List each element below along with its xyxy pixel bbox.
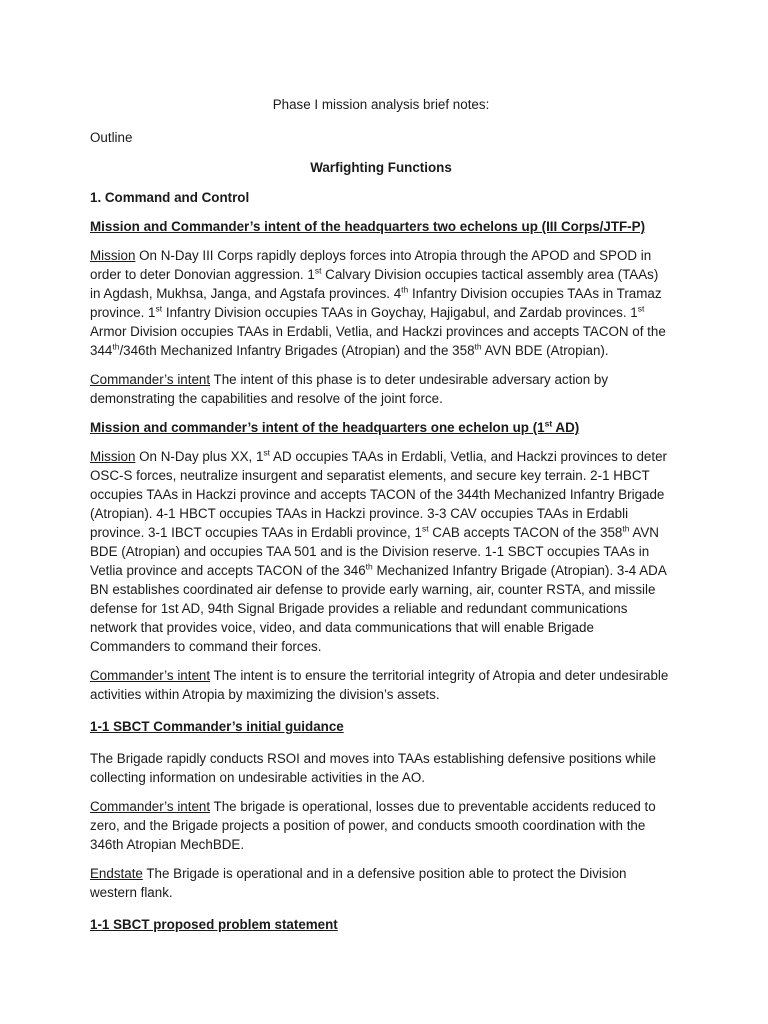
text-run: On N-Day III Corps rapidly deploys forces into Atropia through the APOD and SPOD in order to deter Donovian aggression. 1: [90, 248, 652, 282]
text-run: Mechanized Infantry Brigade (Atropian). 3-4 ADA BN establishes coordinated air defense to provide early warning, air, counter RSTA, and missile defense for 1st AD, 94th Signal Brigade provides a reliable and redundant communications network that provides voice, video, and data communications that will enable Brigade Commanders to command their forces.: [90, 563, 667, 654]
text-run: Infantry Division occupies TAAs in Goychay, Hajigabul, and Zardab provinces. 1: [162, 305, 638, 320]
commanders-intent-label: Commander’s intent: [90, 372, 211, 387]
superscript: th: [622, 523, 630, 534]
text-run: The brigade is operational, losses due to preventable accidents reduced to zero, and the Brigade projects a position of power, and conducts smooth coordination with the 346th Atropian MechBDE.: [90, 799, 656, 852]
heading-one-echelon-up: [90, 418, 672, 437]
text-run: Armor Division occupies TAAs in Erdabli, Vetlia, and Hackzi provinces and accepts TACON of the 344: [90, 324, 666, 358]
heading-two-echelons-text: Mission and Commander’s intent of the headquarters two echelons up (III Corps/JTF-P): [90, 219, 646, 234]
paragraph-one-echelon-mission: [90, 447, 672, 656]
text-run: Mission and commander’s intent of the headquarters one echelon up (1: [90, 420, 545, 435]
mission-label: Mission: [90, 248, 136, 263]
text-run: Infantry Division occupies TAAs in Tramaz province. 1: [90, 286, 662, 320]
commanders-intent-label: Commander’s intent: [90, 799, 211, 814]
paragraph-two-echelons-intent: [90, 370, 672, 408]
mission-label: Mission: [90, 449, 136, 464]
superscript: st: [314, 265, 322, 276]
paragraph-two-echelons-mission: [90, 246, 672, 360]
superscript: st: [263, 447, 271, 458]
outline-label: Outline: [90, 130, 133, 145]
superscript: st: [637, 303, 645, 314]
subsection-heading: 1. Command and Control: [90, 190, 250, 205]
superscript: st: [421, 523, 429, 534]
text-run: The intent is to ensure the territorial integrity of Atropia and deter undesirable activities within Atropia by maximizing the division’s assets.: [90, 668, 669, 702]
text-run: CAB accepts TACON of the 358: [428, 525, 623, 540]
superscript: th: [112, 341, 120, 352]
superscript: th: [401, 284, 409, 295]
heading-problem-statement: 1-1 SBCT proposed problem statement: [90, 917, 338, 932]
heading-initial-guidance: 1-1 SBCT Commander’s initial guidance: [90, 719, 344, 734]
paragraph-guidance: The Brigade rapidly conducts RSOI and moves into TAAs establishing defensive positions while collecting information on undesirable activities in the AO.: [90, 751, 656, 785]
heading-two-echelons-up: [90, 217, 672, 236]
text-run: AVN BDE (Atropian) and occupies TAA 501 and is the Division reserve. 1-1 SBCT occupies TAAs in Vetlia province and accepts TACON of the 346: [90, 525, 659, 578]
text-run: AD occupies TAAs in Erdabli, Vetlia, and Hackzi provinces to deter OSC-S forces, neutralize insurgent and separatist elements, and secure key terrain. 2-1 HBCT occupies TAAs in Hackzi province and accepts TACON of the 344th Mechanized Infantry Brigade (Atropian). 4-1 HBCT occupies TAAs in Hackzi province. 3-3 CAV occupies TAAs in Erdabli province. 3-1 IBCT occupies TAAs in Erdabli province, 1: [90, 449, 667, 540]
paragraph-guidance-intent: [90, 797, 672, 854]
section-heading: Warfighting Functions: [310, 160, 452, 175]
text-run: AVN BDE (Atropian).: [481, 343, 609, 358]
superscript: th: [474, 341, 482, 352]
text-run: On N-Day plus XX, 1: [135, 449, 264, 464]
superscript: st: [155, 303, 163, 314]
text-run: AD): [552, 420, 580, 435]
text-run: /346th Mechanized Infantry Brigades (Atropian) and the 358: [119, 343, 475, 358]
text-run: The Brigade is operational and in a defensive position able to protect the Division western flank.: [90, 866, 627, 900]
superscript: th: [365, 561, 373, 572]
text-run: Calvary Division occupies tactical assembly area (TAAs) in Agdash, Mukhsa, Janga, and Agstafa provinces. 4: [90, 267, 659, 301]
endstate-label: Endstate: [90, 866, 143, 881]
paragraph-one-echelon-intent: [90, 666, 672, 704]
superscript: st: [544, 418, 553, 429]
document-title: Phase I mission analysis brief notes:: [272, 97, 490, 112]
text-run: The intent of this phase is to deter undesirable adversary action by demonstrating the capabilities and resolve of the joint force.: [90, 372, 609, 406]
paragraph-endstate: [90, 864, 672, 902]
commanders-intent-label: Commander’s intent: [90, 668, 211, 683]
